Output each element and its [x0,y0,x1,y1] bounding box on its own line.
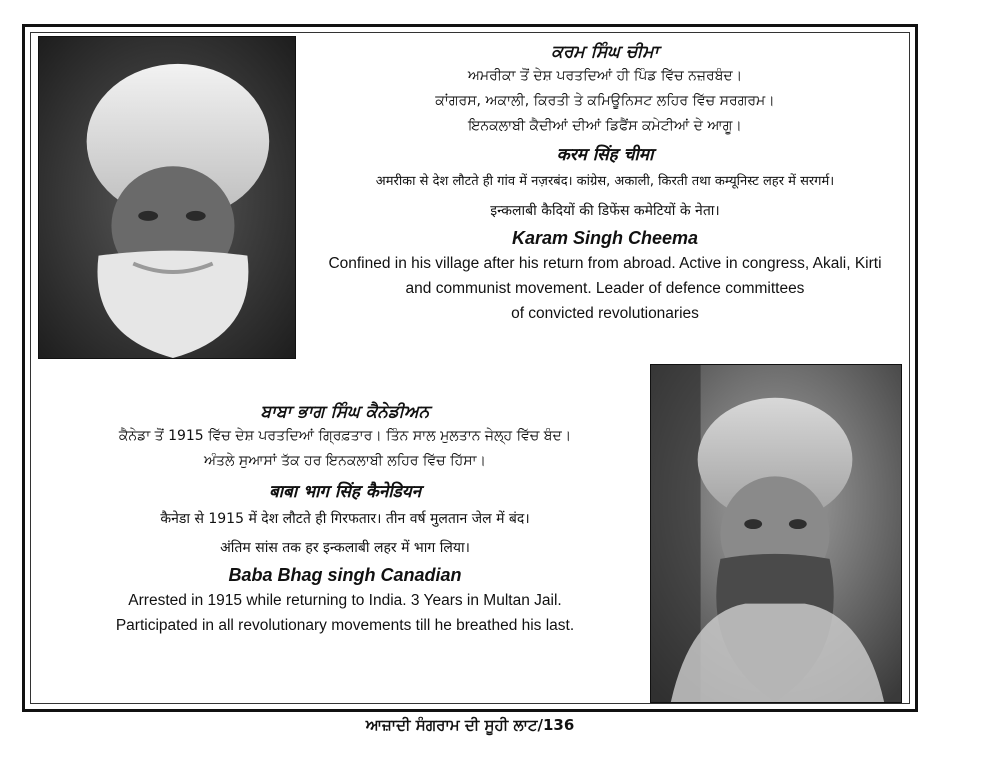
text-punjabi-line: ਇਨਕਲਾਬੀ ਕੈਦੀਆਂ ਦੀਆਂ ਡਿਫੈਂਸ ਕਮੇਟੀਆਂ ਦੇ ਆਗੂ। [468,118,742,134]
text-english-line: Arrested in 1915 while returning to India. 3 Years in Multan Jail. [128,592,562,609]
text-punjabi-line: ਕਾਂਗਰਸ, ਅਕਾਲੀ, ਕਿਰਤੀ ਤੇ ਕਮਿਊਨਿਸਟ ਲਹਿਰ ਵਿੱਚ ਸਰਗਰਮ। [435,93,775,109]
name-english: Karam Singh Cheema [511,228,699,248]
text-english-line: and communist movement. Leader of defence committees [405,280,805,297]
portrait-photo-baba-bhag-singh-canadian [650,364,902,703]
text-punjabi-line: ਕੈਨੇਡਾ ਤੋਂ 1915 ਵਿੱਚ ਦੇਸ਼ ਪਰਤਦਿਆਂ ਗ੍ਰਿਫ਼ਤਾਰ। ਤਿੰਨ ਸਾਲ ਮੁਲਤਾਨ ਜੇਲ੍ਹ ਵਿੱਚ ਬੰਦ। [118,428,572,444]
text-english-line: Confined in his village after his return from abroad. Active in congress, Akali, Kirti [328,255,882,272]
page-footer-caption: ਆਜ਼ਾਦੀ ਸੰਗਰਾਮ ਦੀ ਸੂਹੀ ਲਾਟ/136 [365,716,575,734]
text-english-line: Participated in all revolutionary movements till he breathed his last. [115,617,575,634]
text-english-line: of convicted revolutionaries [511,305,699,322]
profile-baba-bhag-singh-canadian [60,400,630,638]
portrait-photo-karam-singh-cheema [38,36,296,359]
text-hindi-line: अंतिम सांस तक हर इन्कलाबी लहर में भाग लिया। [220,540,470,556]
profile-karam-singh-cheema [300,40,910,326]
text-punjabi-line: ਅੰਤਲੇ ਸੁਆਸਾਂ ਤੱਕ ਹਰ ਇਨਕਲਾਬੀ ਲਹਿਰ ਵਿੱਚ ਹਿੱਸਾ। [204,453,486,469]
name-punjabi: ਕਰਮ ਸਿੰਘ ਚੀਮਾ [551,42,659,62]
text-hindi-line: अमरीका से देश लौटते ही गांव में नज़रबंद। कांग्रेस, अकाली, किरती तथा कम्यूनिस्ट लहर में सरगर्म। [375,174,835,189]
name-hindi: करम सिंह चीमा [556,145,654,165]
text-hindi-line: इन्कलाबी कैदियों की डिफेंस कमेटियों के नेता। [490,203,720,219]
name-punjabi: ਬਾਬਾ ਭਾਗ ਸਿੰਘ ਕੈਨੇਡੀਅਨ [260,402,430,422]
name-hindi: बाबा भाग सिंह कैनेडियन [268,482,422,502]
text-punjabi-line: ਅਮਰੀਕਾ ਤੋਂ ਦੇਸ਼ ਪਰਤਦਿਆਂ ਹੀ ਪਿੰਡ ਵਿੱਚ ਨਜ਼ਰਬੰਦ। [467,68,743,84]
name-english: Baba Bhag singh Canadian [228,565,462,585]
text-hindi-line: कैनेडा से 1915 में देश लौटते ही गिरफतार। तीन वर्ष मुलतान जेल में बंद। [160,511,530,527]
